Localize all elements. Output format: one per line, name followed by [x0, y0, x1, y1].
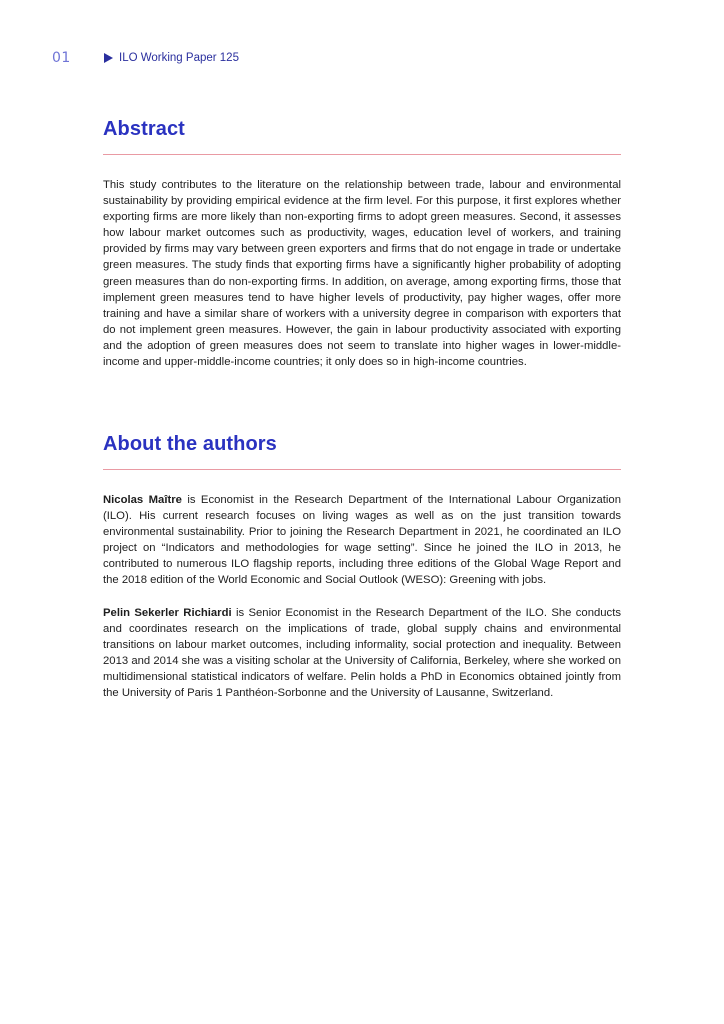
play-triangle-icon — [104, 53, 113, 63]
section-divider — [103, 469, 621, 470]
author-bio-text: is Senior Economist in the Research Department of the ILO. She conducts and coordinates research on the implications of trade, global supply chains and environmental transitions on labour market outcomes, including informality, social protection and inequality. Between 2013 and 2014 she was a visiting scholar at the University of California, Berkeley, where she worked on multidimensional statistical indicators of welfare. Pelin holds a PhD in Economics obtained jointly from the University of Paris 1 Panthéon-Sorbonne and the University of Lausanne, Switzerland. — [103, 606, 621, 700]
abstract-section — [103, 118, 621, 370]
abstract-heading: Abstract — [103, 118, 185, 140]
authors-heading: About the authors — [103, 433, 277, 455]
page-number: 01 — [52, 50, 71, 66]
section-divider — [103, 154, 621, 155]
author-name: Pelin Sekerler Richiardi — [103, 606, 232, 619]
running-header — [52, 50, 239, 66]
author-bio — [103, 492, 621, 589]
abstract-body: This study contributes to the literature on the relationship between trade, labour and environmental sustainability by providing empirical evidence at the firm level. For this purpose, it first explores whether exporting firms are more likely than non-exporting firms to adopt green measures. Second, it assesses how labour market outcomes such as productivity, wages, education level of workers, and training provided by firms may vary between green exporters and firms that do not engage in trade or undertake green measures. The study finds that exporting firms have a significantly higher probability of adopting green measures than do non-exporting firms. In addition, on average, among exporting firms, those that implement green measures tend to have higher levels of productivity, pay higher wages, offer more training and have a similar share of workers with a university degree in comparison with exporters that do not implement green measures. However, the gain in labour productivity associated with exporting and the adoption of green measures does not seem to translate into higher wages in lower-middle-income and upper-middle-income countries; it only does so in high-income countries. — [103, 179, 621, 369]
author-name: Nicolas Maître — [103, 494, 182, 506]
author-bio — [103, 605, 621, 702]
author-bio-text: is Economist in the Research Department of the International Labour Organization (ILO). His current research focuses on living wages as well as on the just transition towards environmental sustainability. Prior to joining the Research Department in 2021, he coordinated an ILO project on “Indicators and methodologies for wage setting”. Since he joined the ILO in 2013, he contributed to numerous ILO flagship reports, including three editions of the Global Wage Report and the 2018 edition of the World Economic and Social Outlook (WESO): Greening with jobs. — [103, 494, 621, 587]
authors-section — [103, 433, 621, 701]
running-title: ILO Working Paper 125 — [119, 52, 239, 64]
